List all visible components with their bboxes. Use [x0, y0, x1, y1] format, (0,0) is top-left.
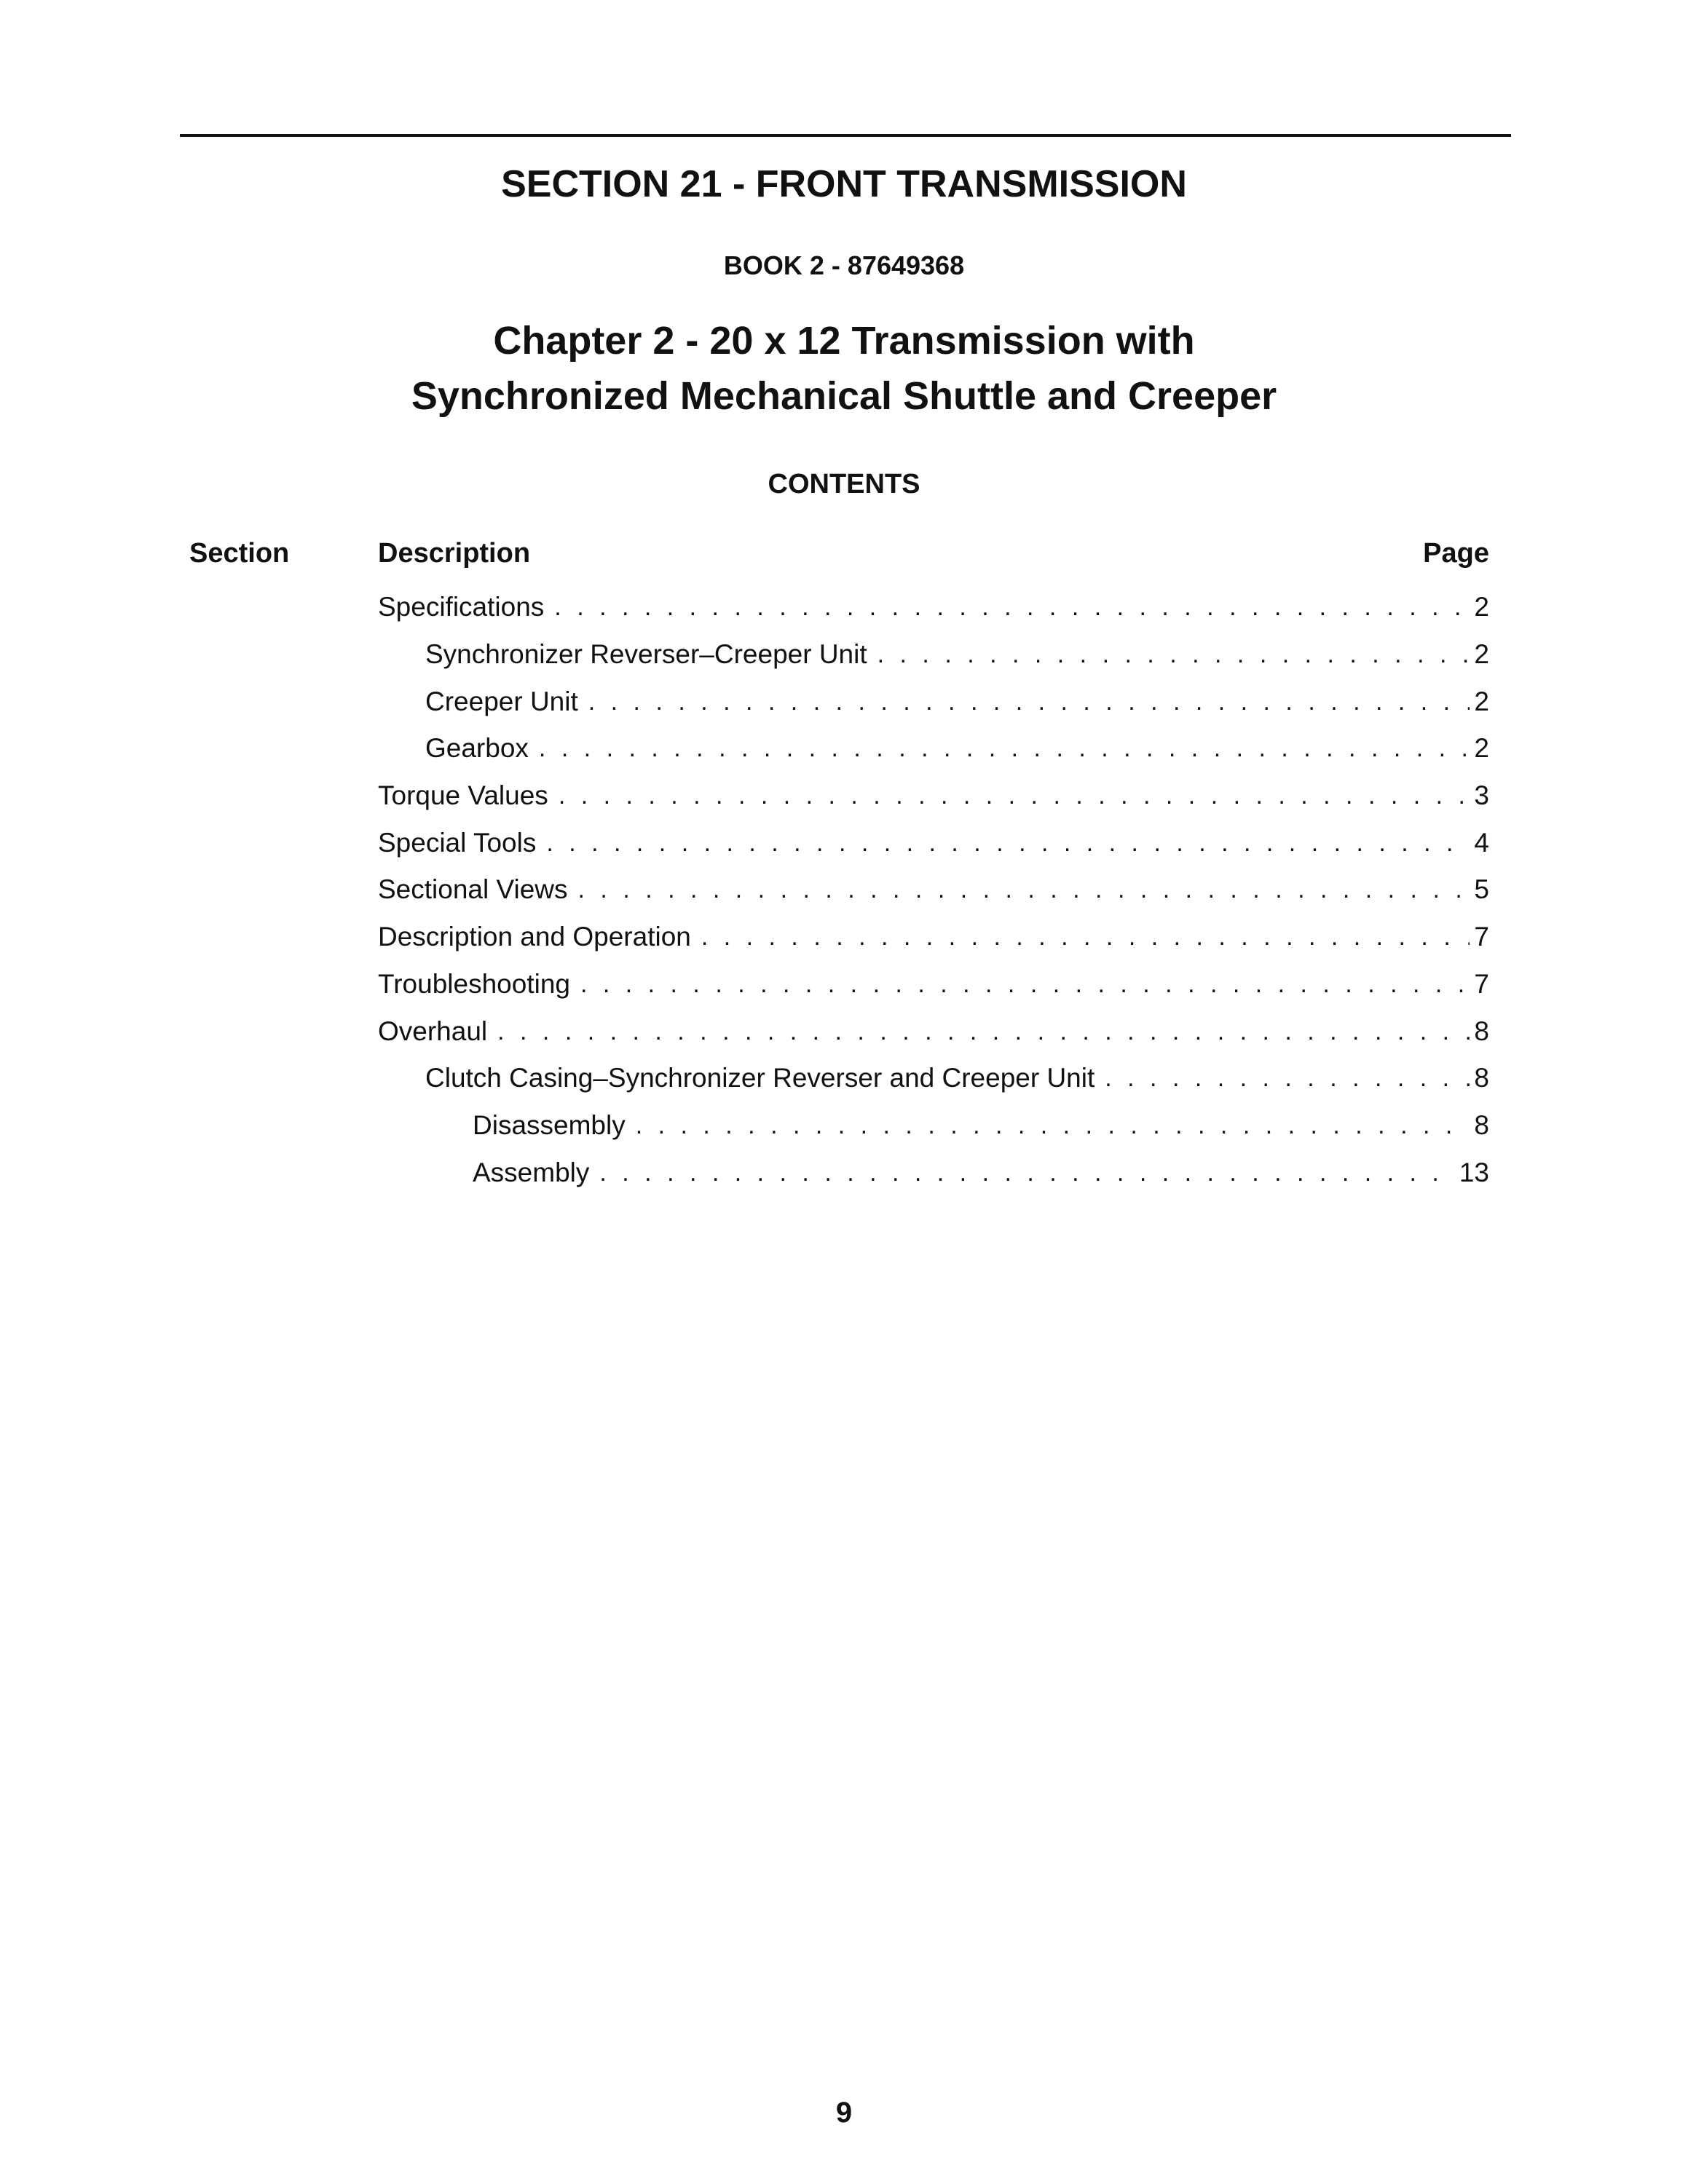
dot-leader [578, 873, 1470, 906]
toc-entry-label: Gearbox [425, 733, 529, 764]
dot-leader [546, 826, 1470, 860]
toc-entry-page: 8 [1474, 1016, 1489, 1046]
page-number: 9 [835, 2097, 853, 2129]
toc-entry-synchronizer-reverser-creeper-unit[interactable] [378, 631, 1489, 678]
toc-entry-label: Creeper Unit [425, 686, 578, 716]
toc-entry-page: 2 [1474, 733, 1489, 764]
toc-entry-assembly[interactable] [378, 1149, 1489, 1196]
chapter-title [0, 313, 1688, 424]
contents-heading: CONTENTS [768, 469, 920, 499]
dot-leader [580, 968, 1470, 1001]
column-heading-description: Description [378, 538, 531, 569]
toc-entry-label: Torque Values [378, 780, 548, 811]
toc-entry-page: 13 [1459, 1157, 1489, 1187]
toc-entry-page: 4 [1474, 827, 1489, 858]
toc-entry-gearbox[interactable] [378, 725, 1489, 772]
toc-entry-label: Assembly [473, 1157, 590, 1187]
toc-entry-page: 8 [1474, 1109, 1489, 1140]
chapter-title-line-2: Synchronized Mechanical Shuttle and Creeper [411, 374, 1277, 418]
toc-entry-label: Clutch Casing–Synchronizer Reverser and Creeper Unit [425, 1063, 1095, 1093]
table-of-contents [378, 584, 1489, 1196]
dot-leader [599, 1156, 1440, 1190]
toc-entry-overhaul[interactable] [378, 1008, 1489, 1055]
book-number: BOOK 2 - 87649368 [723, 250, 965, 280]
top-rule [180, 134, 1511, 137]
toc-entry-description-and-operation[interactable] [378, 914, 1489, 961]
toc-entry-label: Overhaul [378, 1016, 488, 1046]
toc-entry-label: Special Tools [378, 827, 537, 858]
column-heading-section: Section [189, 538, 290, 569]
toc-entry-page: 7 [1474, 922, 1489, 952]
column-heading-page: Page [1423, 538, 1489, 569]
toc-entry-label: Sectional Views [378, 874, 568, 905]
toc-entry-page: 2 [1474, 686, 1489, 716]
toc-entry-disassembly[interactable] [378, 1102, 1489, 1150]
dot-leader [1105, 1061, 1470, 1095]
dot-leader [497, 1015, 1470, 1048]
toc-entry-page: 2 [1474, 592, 1489, 622]
toc-entry-sectional-views[interactable] [378, 866, 1489, 914]
toc-entry-clutch-casing[interactable] [378, 1055, 1489, 1102]
dot-leader [559, 779, 1470, 812]
dot-leader [877, 638, 1470, 671]
dot-leader [636, 1109, 1470, 1142]
toc-entry-page: 2 [1474, 639, 1489, 670]
toc-entry-specifications[interactable] [378, 584, 1489, 631]
dot-leader [588, 685, 1470, 719]
toc-entry-creeper-unit[interactable] [378, 678, 1489, 725]
chapter-title-line-1: Chapter 2 - 20 x 12 Transmission with [493, 319, 1195, 363]
toc-entry-troubleshooting[interactable] [378, 961, 1489, 1008]
toc-entry-page: 7 [1474, 968, 1489, 999]
toc-entry-label: Description and Operation [378, 922, 691, 952]
toc-entry-torque-values[interactable] [378, 772, 1489, 820]
toc-entry-label: Disassembly [473, 1109, 626, 1140]
dot-leader [539, 732, 1470, 765]
toc-entry-label: Synchronizer Reverser–Creeper Unit [425, 639, 867, 670]
toc-entry-label: Specifications [378, 592, 545, 622]
section-title: SECTION 21 - FRONT TRANSMISSION [501, 163, 1187, 205]
dot-leader [701, 920, 1470, 954]
toc-entry-special-tools[interactable] [378, 819, 1489, 866]
toc-entry-page: 3 [1474, 780, 1489, 811]
toc-entry-label: Troubleshooting [378, 968, 570, 999]
toc-entry-page: 5 [1474, 874, 1489, 905]
toc-entry-page: 8 [1474, 1063, 1489, 1093]
dot-leader [554, 590, 1470, 624]
